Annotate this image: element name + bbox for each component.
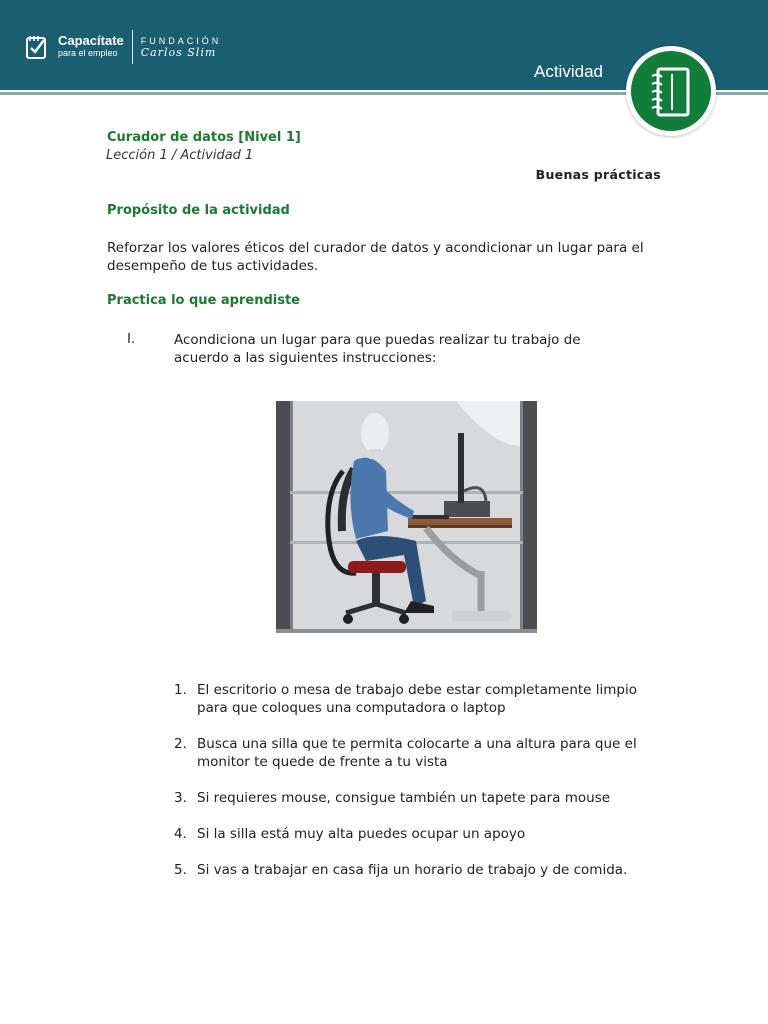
list-item-number: 4.: [174, 826, 187, 842]
lesson-label: Lección 1 / Actividad 1: [106, 148, 254, 163]
ergonomic-workstation-illustration: [276, 401, 537, 643]
notepad-check-icon: [24, 34, 52, 60]
list-item-number: 2.: [174, 736, 187, 752]
topic-label: Buenas prácticas: [535, 167, 661, 182]
step-number: I.: [127, 331, 136, 347]
list-item-text: El escritorio o mesa de trabajo debe estar completamente limpio para que coloques una computadora o laptop: [197, 682, 638, 716]
course-title: Curador de datos [Nivel 1]: [107, 130, 301, 145]
list-item: [174, 681, 664, 717]
list-item: [174, 735, 664, 771]
logo-subtitle: para el empleo: [58, 48, 118, 58]
list-item-text: Busca una silla que te permita colocarte a una altura para que el monitor te quede de frente a tu vista: [197, 736, 637, 770]
instruction-list: [174, 681, 664, 897]
list-item: [174, 789, 664, 807]
list-item-text: Si requieres mouse, consigue también un tapete para mouse: [197, 790, 611, 806]
list-item: [174, 825, 664, 843]
activity-badge: [626, 46, 716, 136]
foundation-name: Carlos Slim: [140, 46, 217, 59]
list-item-number: 3.: [174, 790, 187, 806]
purpose-heading: Propósito de la actividad: [107, 203, 290, 218]
list-item-text: Si la silla está muy alta puedes ocupar un apoyo: [197, 826, 526, 842]
capacitate-logo[interactable]: [24, 30, 221, 64]
list-item-number: 5.: [174, 862, 187, 878]
notebook-icon: [648, 66, 694, 118]
list-item-text: Si vas a trabajar en casa fija un horario de trabajo y de comida.: [197, 862, 628, 878]
logo-divider: [132, 30, 133, 64]
logo-title: Capacítate: [58, 33, 124, 48]
practice-heading: Practica lo que aprendiste: [107, 293, 301, 308]
step-text: Acondiciona un lugar para que puedas realizar tu trabajo de acuerdo a las siguientes instrucciones:: [174, 332, 581, 366]
purpose-text: Reforzar los valores éticos del curador de datos y acondicionar un lugar para el desempeño de tus actividades.: [107, 240, 644, 274]
list-item-number: 1.: [174, 682, 187, 698]
list-item: [174, 861, 664, 879]
section-label: Actividad: [534, 62, 603, 81]
foundation-label: FUNDACIÓN: [140, 36, 222, 46]
